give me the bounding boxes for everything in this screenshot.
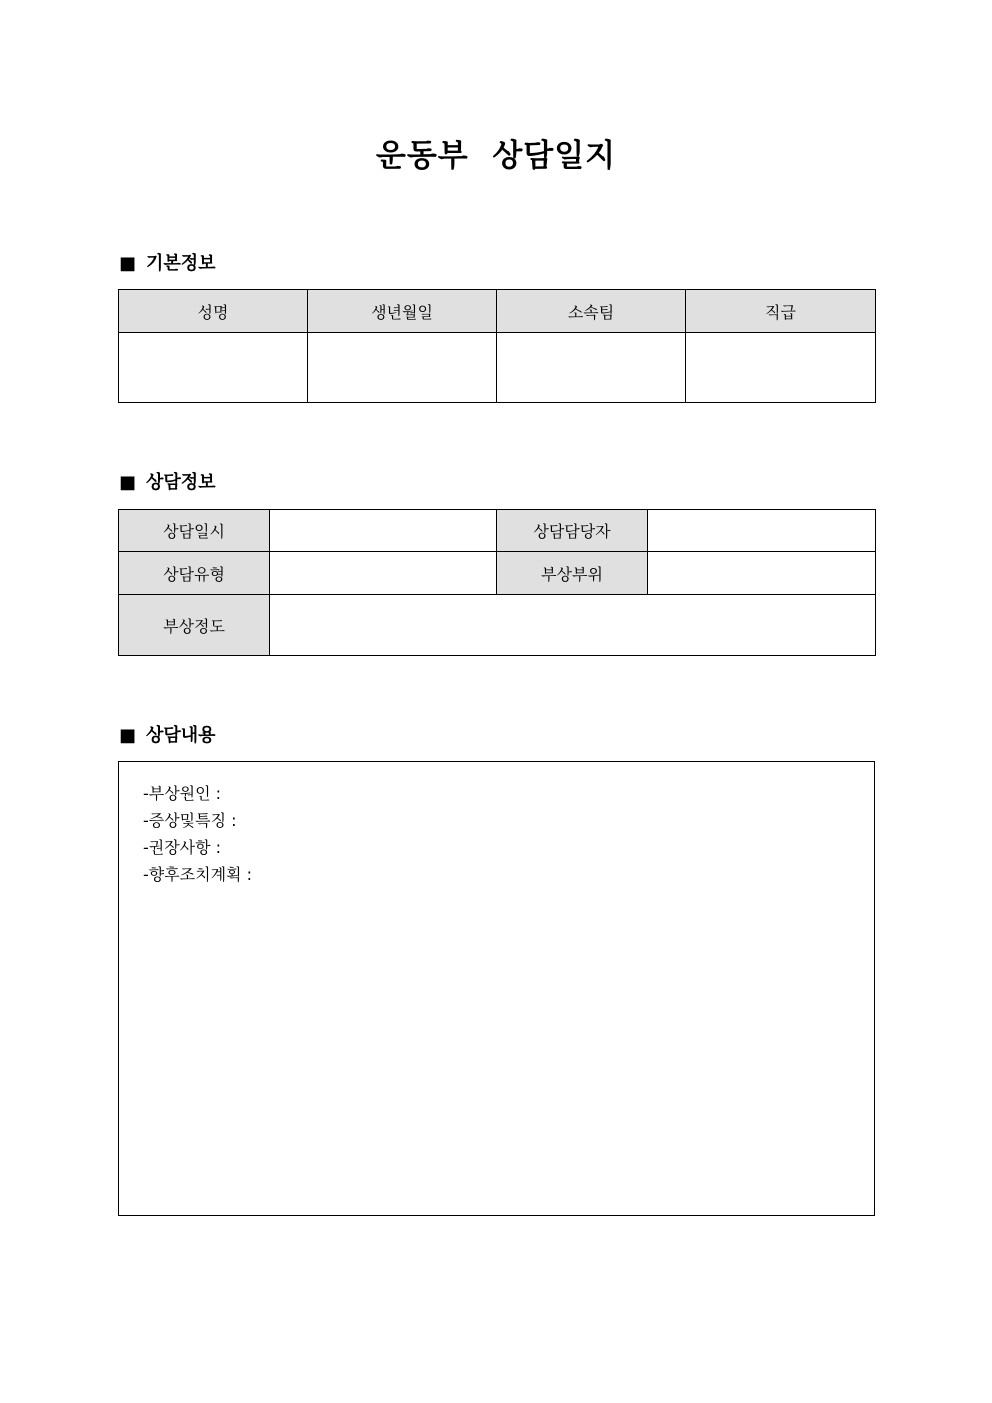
recommendations-line: -권장사항 : (143, 838, 222, 857)
consult-info-heading-label: 상담정보 (146, 472, 216, 493)
consult-content-box[interactable] (118, 761, 875, 1216)
consult-type-field[interactable] (270, 552, 497, 595)
basic-info-table (118, 289, 876, 403)
consult-content-heading (119, 723, 216, 749)
consult-info-table (118, 509, 876, 656)
consult-content-lines (143, 780, 252, 888)
consult-content-heading-label: 상담내용 (146, 725, 216, 746)
name-field[interactable] (119, 333, 308, 403)
injury-site-label: 부상부위 (497, 552, 648, 595)
injury-cause-line: -부상원인 : (143, 784, 222, 803)
consult-date-field[interactable] (270, 510, 497, 552)
team-field[interactable] (497, 333, 686, 403)
consult-type-label: 상담유형 (119, 552, 270, 595)
consult-info-heading (119, 470, 216, 496)
injury-site-field[interactable] (648, 552, 876, 595)
rank-field[interactable] (686, 333, 876, 403)
injury-level-field[interactable] (270, 595, 876, 656)
basic-info-heading (119, 251, 216, 277)
symptoms-line: -증상및특징 : (143, 811, 237, 830)
square-bullet-icon: ■ (119, 253, 137, 274)
page-title: 운동부 상담일지 (375, 138, 617, 174)
consult-date-label: 상담일시 (119, 510, 270, 552)
basic-info-heading-label: 기본정보 (146, 253, 216, 274)
square-bullet-icon: ■ (119, 472, 137, 493)
square-bullet-icon: ■ (119, 725, 137, 746)
counselor-label: 상담담당자 (497, 510, 648, 552)
injury-level-label: 부상정도 (119, 595, 270, 656)
follow-up-plan-line: -향후조치계획 : (143, 865, 252, 884)
counselor-field[interactable] (648, 510, 876, 552)
header-team: 소속팀 (497, 290, 686, 333)
birthdate-field[interactable] (308, 333, 497, 403)
header-rank: 직급 (686, 290, 876, 333)
header-name: 성명 (119, 290, 308, 333)
header-birthdate: 생년월일 (308, 290, 497, 333)
